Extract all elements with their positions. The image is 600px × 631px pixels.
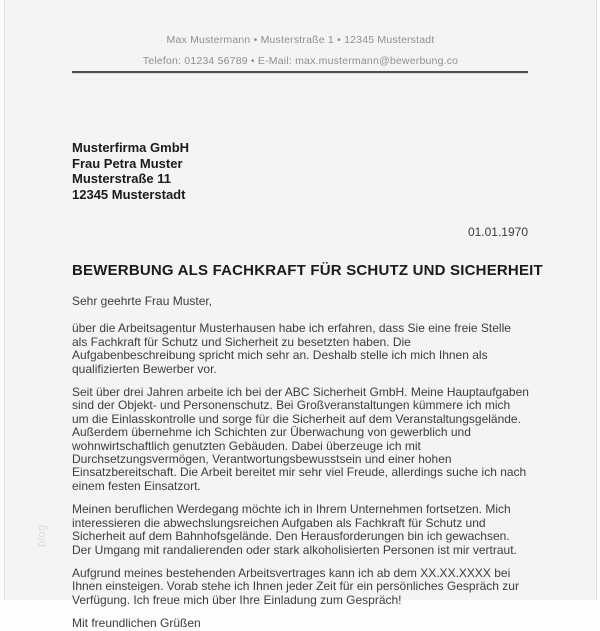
paragraph-motivation: Meinen beruflichen Werdegang möchte ich in Ihrem Unternehmen fortsetzen. Mich interessieren die abwechslungsreichen Aufgaben als Fachkraft für Schutz und Sicherheit auf dem Bahnhofsgelände. Den Herausforderungen bin ich gewachsen. Der Umgang mit randalierenden oder stark alkoholisierten Personen ist mir vertraut. <box>72 502 517 557</box>
recipient-address-block <box>72 140 189 202</box>
recipient-city: 12345 Musterstadt <box>72 186 186 202</box>
paragraph-introduction: über die Arbeitsagentur Musterhausen habe ich erfahren, dass Sie eine freie Stelle als Fachkraft für Schutz und Sicherheit zu besetzten haben. Die Aufgabenbeschreibung spricht mich sehr an. Deshalb stelle ich mich Ihnen als qualifizierten Bewerber vor. <box>72 321 511 376</box>
salutation: Sehr geehrte Frau Muster, <box>72 294 213 308</box>
closing-line: Mit freundlichen Grüßen <box>72 616 201 631</box>
header-divider <box>72 71 528 74</box>
paragraph-availability: Aufgrund meines bestehenden Arbeitsvertrages kann ich ab dem XX.XX.XXXX bei Ihnen einsteigen. Vorab stehe ich Ihnen jeder Zeit für ein persönliches Gespräch zur Verfügung. Ich freue mich über Ihre Einladung zum Gespräch! <box>72 565 519 607</box>
recipient-company: Musterfirma GmbH <box>72 140 190 155</box>
paragraph-experience: Seit über drei Jahren arbeite ich bei der ABC Sicherheit GmbH. Meine Hauptaufgaben sind der Objekt- und Personenschutz. Bei Großveranstaltungen kümmere ich mich um die Einlasskontrolle und sorge für die Sicherheit auf dem Veranstaltungsgelände. Außerdem übernehme ich Schichten zur Überwachung von gewerblich und wohnwirtschaftlich genutzten Gebäuden. Dabei überzeuge ich mit Durchsetzungsvermögen, Verantwortungsbewusstsein und einer hohen Einsatzbereitschaft. Die Arbeit bereitet mir sehr viel Freude, allerdings suche ich nach einem festen Einsatzort. <box>72 385 529 493</box>
recipient-contact-person: Frau Petra Muster <box>72 155 183 171</box>
letter-page <box>4 0 597 631</box>
blog-watermark: blog <box>36 524 48 547</box>
recipient-street: Musterstraße 11 <box>72 171 171 187</box>
letter-body <box>72 295 529 631</box>
letter-date: 01.01.1970 <box>467 225 528 239</box>
sender-contact-line: Telefon: 01234 56789 • E-Mail: max.mustermann@bewerbung.co <box>142 55 459 67</box>
subject-heading: BEWERBUNG ALS FACHKRAFT FÜR SCHUTZ UND SICHERHEIT <box>72 262 543 279</box>
sender-address-line: Max Mustermann • Musterstraße 1 • 12345 Musterstadt <box>166 34 435 46</box>
